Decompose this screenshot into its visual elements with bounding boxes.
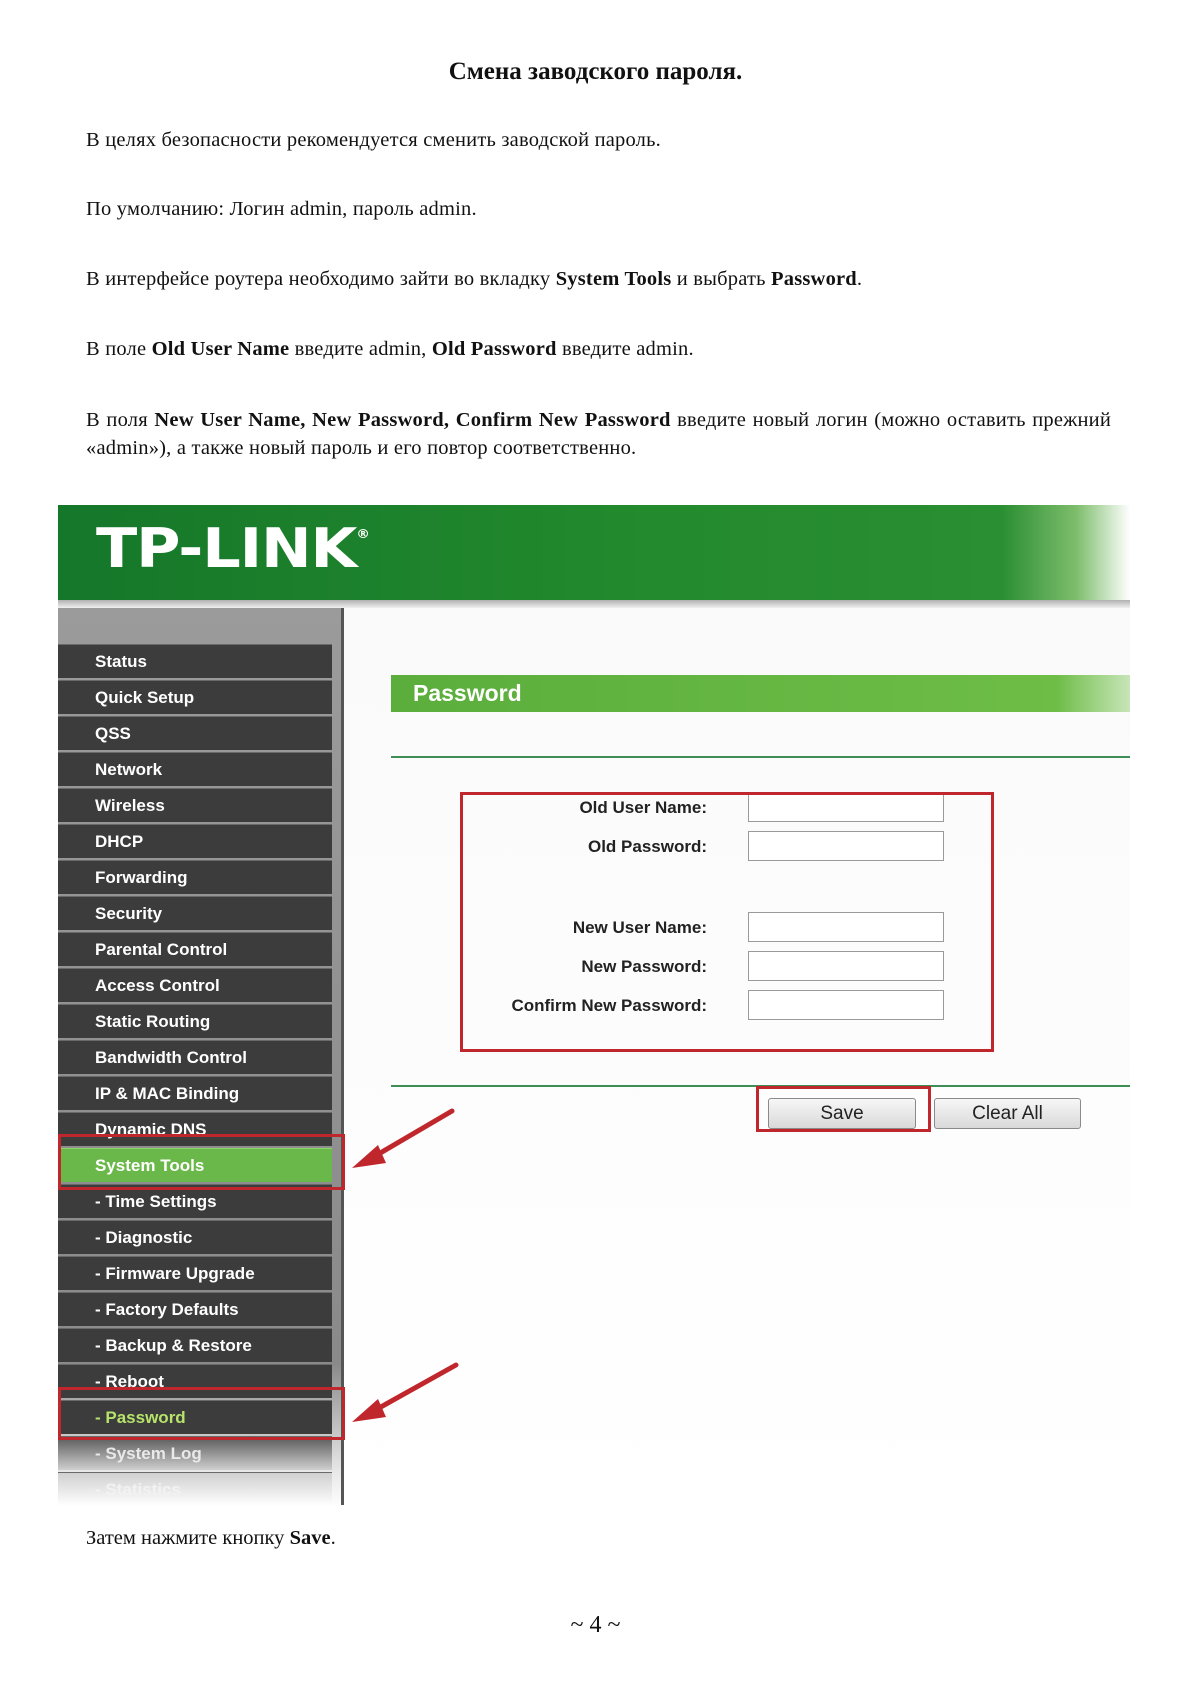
new-password-row — [444, 950, 944, 984]
sidebar-item-firmware-upgrade[interactable]: - Firmware Upgrade — [58, 1256, 332, 1290]
sidebar-item-time-settings[interactable]: - Time Settings — [58, 1184, 332, 1218]
paragraph-text: . — [856, 268, 863, 290]
old-user-name-input[interactable] — [748, 792, 944, 822]
sidebar — [58, 608, 344, 1505]
sidebar-item-reboot[interactable]: - Reboot — [58, 1364, 332, 1398]
paragraph-text: введите admin. — [556, 338, 694, 360]
sidebar-item-diagnostic[interactable]: - Diagnostic — [58, 1220, 332, 1254]
paragraph-text: и выбрать — [671, 268, 772, 290]
sidebar-item-access-control[interactable]: Access Control — [58, 968, 332, 1002]
paragraph-text: В целях безопасности рекомендуется сменить заводской пароль. — [86, 129, 661, 151]
document-title: Смена заводского пароля. — [448, 58, 743, 85]
paragraph-text: По умолчанию: Логин admin, пароль admin. — [86, 198, 477, 220]
divider-bottom — [391, 1085, 1130, 1087]
sidebar-item-password[interactable]: - Password — [58, 1400, 332, 1434]
sidebar-item-security[interactable]: Security — [58, 896, 332, 930]
sidebar-item-static-routing[interactable]: Static Routing — [58, 1004, 332, 1038]
paragraph-bold: System Tools — [555, 268, 672, 290]
confirm-new-password-input[interactable] — [748, 990, 944, 1020]
old-user-name-row — [444, 791, 944, 825]
sidebar-item-factory-defaults[interactable]: - Factory Defaults — [58, 1292, 332, 1326]
sidebar-item-bandwidth-control[interactable]: Bandwidth Control — [58, 1040, 332, 1074]
section-title: Password — [391, 675, 1130, 712]
confirm-new-password-row — [444, 989, 944, 1023]
old-password-row — [444, 830, 944, 864]
paragraph-text: введите admin, — [289, 338, 432, 360]
new-credentials-paragraph — [86, 406, 1111, 462]
new-password-input[interactable] — [748, 951, 944, 981]
tp-link-logo: TP-LINK® — [96, 517, 369, 580]
paragraph-text: В поле — [86, 338, 152, 360]
sidebar-item-status[interactable]: Status — [58, 644, 332, 678]
new-user-name-row — [444, 911, 944, 945]
save-button[interactable]: Save — [768, 1098, 916, 1129]
sidebar-menu — [58, 644, 332, 1505]
paragraph-bold: New User Name, New Password, Confirm New Password — [154, 409, 671, 431]
sidebar-item-ip-mac-binding[interactable]: IP & MAC Binding — [58, 1076, 332, 1110]
paragraph-bold: Password — [771, 268, 857, 290]
paragraph-bold: Save — [289, 1527, 331, 1549]
router-screenshot — [58, 505, 1130, 1505]
defaults-paragraph — [86, 195, 1111, 223]
sidebar-item-network[interactable]: Network — [58, 752, 332, 786]
sidebar-item-backup-restore[interactable]: - Backup & Restore — [58, 1328, 332, 1362]
paragraph-text: В интерфейсе роутера необходимо зайти во вкладку — [86, 268, 556, 290]
paragraph-bold: Old User Name — [151, 338, 290, 360]
sidebar-item-dhcp[interactable]: DHCP — [58, 824, 332, 858]
sidebar-item-qss[interactable]: QSS — [58, 716, 332, 750]
footer-note — [86, 1527, 336, 1550]
paragraph-bold: Old Password — [431, 338, 557, 360]
new-user-name-input[interactable] — [748, 912, 944, 942]
paragraph-text: В поля — [86, 409, 155, 431]
sidebar-item-system-log[interactable]: - System Log — [58, 1436, 332, 1470]
old-password-label: Old Password: — [587, 837, 707, 856]
router-header — [58, 505, 1130, 600]
sidebar-item-quick-setup[interactable]: Quick Setup — [58, 680, 332, 714]
sidebar-item-forwarding[interactable]: Forwarding — [58, 860, 332, 894]
navigation-paragraph — [86, 265, 1111, 293]
intro-paragraph — [86, 126, 1111, 154]
old-user-name-label: Old User Name: — [579, 798, 707, 817]
sidebar-item-wireless[interactable]: Wireless — [58, 788, 332, 822]
sidebar-item-parental-control[interactable]: Parental Control — [58, 932, 332, 966]
new-user-name-label: New User Name: — [572, 918, 707, 937]
old-credentials-paragraph — [86, 335, 1111, 363]
paragraph-text: введите новый логин (можно оставить прежний «admin»), а также новый пароль и его повтор соответственно. — [86, 409, 1112, 459]
page-number: ~ 4 ~ — [570, 1612, 621, 1638]
main-content — [344, 608, 1130, 1505]
sidebar-item-statistics[interactable]: - Statistics — [58, 1472, 332, 1505]
confirm-new-password-label: Confirm New Password: — [511, 996, 707, 1015]
old-password-input[interactable] — [748, 831, 944, 861]
divider-top — [391, 756, 1130, 758]
sidebar-item-system-tools[interactable]: System Tools — [58, 1148, 332, 1182]
sidebar-item-dynamic-dns[interactable]: Dynamic DNS — [58, 1112, 332, 1146]
paragraph-text: . — [330, 1527, 336, 1549]
clear-all-button[interactable]: Clear All — [934, 1098, 1081, 1129]
new-password-label: New Password: — [581, 957, 707, 976]
paragraph-text: Затем нажмите кнопку — [86, 1527, 290, 1549]
